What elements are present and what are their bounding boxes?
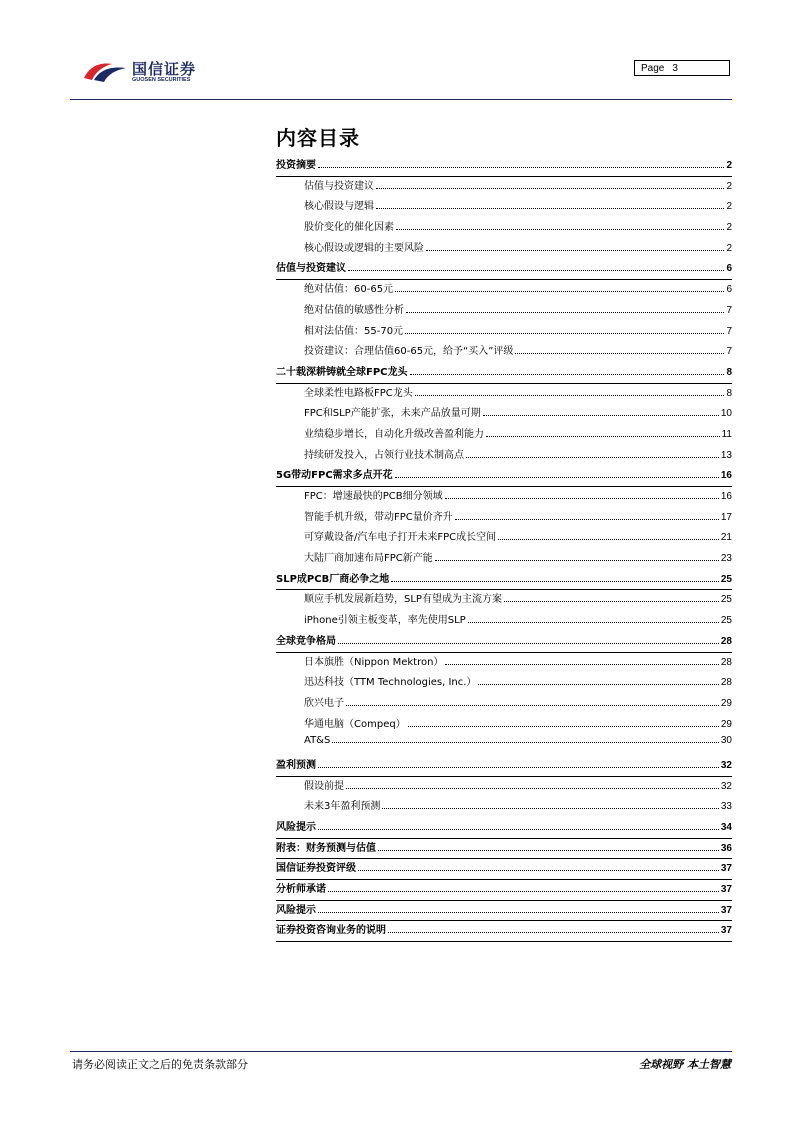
toc-entry-title: 可穿戴设备/汽车电子打开未来FPC成长空间 (304, 532, 497, 544)
toc-entry-title: 华通电脑（Compeq） (304, 718, 406, 730)
toc-entry-page: 13 (720, 449, 732, 461)
toc-entry-title: 智能手机升级，带动FPC量价齐升 (304, 511, 453, 523)
toc-entry-title: FPC：增速最快的PCB细分领域 (304, 491, 443, 502)
toc-leader-dots (376, 208, 724, 209)
toc-entry-page: 2 (726, 180, 732, 192)
toc-leader-dots (391, 581, 719, 582)
toc-subsection-entry[interactable] (276, 446, 732, 467)
toc-leader-dots (328, 891, 719, 892)
toc-entry-title: 绝对估值：60-65元 (304, 284, 394, 296)
toc-leader-dots (486, 436, 720, 437)
toc-leader-dots (478, 684, 718, 685)
toc-leader-dots (396, 229, 724, 230)
toc-entry-page: 7 (726, 325, 732, 337)
toc-leader-dots (498, 539, 719, 540)
toc-entry-page: 2 (726, 222, 732, 234)
toc-entry-title: AT&S (304, 735, 331, 747)
toc-entry-page: 30 (720, 735, 732, 747)
toc-entry-page: 32 (720, 759, 732, 771)
toc-subsection-entry[interactable] (276, 715, 732, 736)
toc-entry-title: 欣兴电子 (304, 697, 344, 709)
toc-leader-dots (318, 767, 719, 768)
page-indicator (634, 60, 730, 76)
toc-entry-title: 全球柔性电路板FPC龙头 (304, 387, 413, 399)
toc-entry-page: 29 (720, 718, 732, 730)
toc-subsection-entry[interactable] (276, 611, 732, 632)
footer-divider (70, 1051, 732, 1052)
toc-leader-dots (395, 477, 719, 478)
toc-leader-dots (435, 560, 719, 561)
toc-subsection-entry[interactable] (276, 797, 732, 818)
toc-entry-title: 盈利预测 (276, 759, 316, 771)
toc-leader-dots (318, 167, 724, 168)
toc-entry-title: 投资建议：合理估值60-65元，给予“买入”评级 (304, 346, 514, 358)
toc-section-entry[interactable] (276, 880, 732, 901)
toc-entry-page: 25 (720, 573, 732, 585)
toc-section-entry[interactable] (276, 859, 732, 880)
toc-entry-title: 分析师承诺 (276, 884, 326, 896)
logo-text-cn: 国信证券 (132, 60, 197, 78)
toc-entry-title: 估值与投资建议 (304, 180, 374, 192)
toc-leader-dots (483, 415, 719, 416)
logo-mark-icon (82, 58, 128, 84)
toc-entry-page: 6 (726, 284, 732, 296)
toc-entry-title: 股价变化的催化因素 (304, 222, 394, 234)
toc-entry-title: FPC和SLP产能扩张，未来产品放量可期 (304, 408, 481, 420)
toc-entry-page: 7 (726, 304, 732, 316)
toc-subsection-entry[interactable] (276, 777, 732, 798)
toc-subsection-entry[interactable] (276, 404, 732, 425)
toc-entry-page: 36 (720, 842, 732, 854)
toc-subsection-entry[interactable] (276, 590, 732, 611)
toc-entry-title: 估值与投资建议 (276, 263, 346, 275)
toc-subsection-entry[interactable] (276, 301, 732, 322)
toc-subsection-entry[interactable] (276, 508, 732, 529)
toc-entry-title: 持续研发投入，占领行业技术制高点 (304, 449, 464, 461)
toc-leader-dots (382, 808, 719, 809)
toc-entry-title: 全球竞争格局 (276, 635, 336, 647)
toc-entry-title: 二十载深耕铸就全球FPC龙头 (276, 366, 408, 378)
toc-entry-page: 16 (720, 491, 732, 502)
toc-leader-dots (332, 742, 719, 743)
toc-entry-page: 34 (720, 822, 732, 833)
toc-entry-title: 绝对估值的敏感性分析 (304, 304, 404, 316)
toc-entry-page: 32 (720, 780, 732, 792)
toc-entry-title: 附表：财务预测与估值 (276, 842, 376, 854)
toc-section-entry[interactable] (276, 632, 732, 653)
toc-section-entry[interactable] (276, 839, 732, 860)
footer-disclaimer: 请务必阅读正文之后的免责条款部分 (72, 1058, 248, 1071)
toc-entry-title: 假设前提 (304, 780, 344, 792)
toc-entry-page: 10 (720, 408, 732, 420)
toc-leader-dots (346, 705, 719, 706)
toc-entry-page: 37 (720, 863, 732, 875)
toc-leader-dots (504, 601, 719, 602)
toc-entry-title: SLP成PCB厂商必争之地 (276, 573, 390, 585)
toc-entry-page: 25 (720, 615, 732, 627)
toc-entry-page: 37 (720, 904, 732, 916)
header-divider (70, 99, 732, 100)
toc-entry-title: 迅达科技（TTM Technologies, Inc.） (304, 677, 477, 689)
toc-leader-dots (408, 726, 719, 727)
toc-leader-dots (468, 622, 719, 623)
toc-entry-title: 投资摘要 (276, 160, 316, 171)
toc-section-entry[interactable] (276, 363, 732, 384)
toc-leader-dots (395, 291, 724, 292)
toc-section-entry[interactable] (276, 466, 732, 487)
toc-entry-title: 未来3年盈利预测 (304, 801, 381, 813)
toc-entry-page: 11 (721, 428, 732, 440)
toc-entry-title: 5G带动FPC需求多点开花 (276, 470, 393, 482)
toc-leader-dots (515, 353, 724, 354)
toc-entry-page: 2 (726, 242, 732, 254)
toc-leader-dots (378, 850, 719, 851)
toc-subsection-entry[interactable] (276, 197, 732, 218)
toc-entry-title: 风险提示 (276, 822, 316, 833)
toc-entry-title: 核心假设或逻辑的主要风险 (304, 242, 424, 254)
toc-entry-title: 顺应手机发展新趋势，SLP有望成为主流方案 (304, 594, 502, 606)
toc-title: 内容目录 (276, 126, 360, 150)
table-of-contents (276, 156, 732, 942)
toc-leader-dots (410, 374, 725, 375)
toc-entry-page: 23 (720, 553, 732, 565)
toc-entry-page: 25 (720, 594, 732, 606)
toc-entry-title: 日本旗胜（Nippon Mektron） (304, 656, 444, 668)
toc-subsection-entry[interactable] (276, 177, 732, 198)
toc-leader-dots (358, 870, 719, 871)
toc-leader-dots (388, 932, 719, 933)
toc-subsection-entry[interactable] (276, 694, 732, 715)
toc-subsection-entry[interactable] (276, 425, 732, 446)
toc-leader-dots (405, 333, 724, 334)
toc-entry-page: 7 (726, 346, 732, 358)
toc-leader-dots (445, 498, 719, 499)
toc-section-entry[interactable] (276, 156, 732, 177)
toc-section-entry[interactable] (276, 756, 732, 777)
toc-entry-page: 17 (720, 511, 732, 523)
toc-entry-page: 6 (726, 263, 732, 275)
toc-leader-dots (318, 912, 719, 913)
footer-slogan: 全球视野 本土智慧 (639, 1058, 731, 1071)
toc-subsection-entry[interactable] (276, 653, 732, 674)
toc-entry-page: 2 (726, 201, 732, 213)
toc-leader-dots (415, 395, 725, 396)
toc-leader-dots (445, 664, 718, 665)
toc-entry-page: 2 (726, 160, 732, 171)
toc-entry-title: 国信证券投资评级 (276, 863, 356, 875)
toc-subsection-entry[interactable] (276, 528, 732, 549)
toc-entry-page: 8 (726, 366, 732, 378)
toc-subsection-entry[interactable] (276, 384, 732, 405)
toc-entry-page: 28 (720, 656, 732, 668)
toc-entry-title: 大陆厂商加速布局FPC新产能 (304, 553, 433, 565)
toc-subsection-entry[interactable] (276, 280, 732, 301)
toc-entry-page: 37 (720, 884, 732, 896)
toc-leader-dots (318, 829, 719, 830)
toc-subsection-entry[interactable] (276, 218, 732, 239)
toc-section-entry[interactable] (276, 921, 732, 942)
toc-entry-title: 核心假设与逻辑 (304, 201, 374, 213)
toc-entry-page: 33 (720, 801, 732, 813)
toc-subsection-entry[interactable] (276, 487, 732, 508)
toc-subsection-entry[interactable] (276, 239, 732, 260)
toc-entry-page: 8 (726, 387, 732, 399)
toc-section-entry[interactable] (276, 901, 732, 922)
toc-leader-dots (455, 519, 719, 520)
toc-section-entry[interactable] (276, 818, 732, 839)
toc-entry-page: 29 (720, 697, 732, 709)
toc-subsection-entry[interactable] (276, 735, 732, 756)
toc-entry-title: iPhone引领主板变革，率先使用SLP (304, 615, 466, 627)
logo-text-en: GUOSEN SECURITIES (132, 77, 191, 83)
company-logo (82, 56, 202, 88)
toc-entry-page: 21 (720, 532, 732, 544)
toc-subsection-entry[interactable] (276, 549, 732, 570)
toc-leader-dots (426, 250, 724, 251)
toc-section-entry[interactable] (276, 259, 732, 280)
toc-entry-page: 28 (720, 677, 732, 689)
page-label: Page (641, 63, 665, 74)
toc-leader-dots (466, 457, 719, 458)
toc-leader-dots (338, 643, 719, 644)
toc-entry-page: 16 (720, 470, 732, 482)
toc-entry-title: 证券投资咨询业务的说明 (276, 925, 386, 937)
toc-entry-title: 风险提示 (276, 904, 316, 916)
page-number: 3 (672, 63, 678, 74)
toc-entry-page: 37 (720, 925, 732, 937)
toc-leader-dots (346, 788, 719, 789)
toc-leader-dots (348, 270, 724, 271)
toc-subsection-entry[interactable] (276, 322, 732, 343)
toc-subsection-entry[interactable] (276, 342, 732, 363)
toc-entry-title: 业绩稳步增长，自动化升级改善盈利能力 (304, 428, 484, 440)
toc-leader-dots (406, 312, 724, 313)
toc-leader-dots (376, 188, 724, 189)
toc-subsection-entry[interactable] (276, 673, 732, 694)
toc-entry-page: 28 (720, 635, 732, 647)
toc-section-entry[interactable] (276, 570, 732, 591)
toc-entry-title: 相对法估值：55-70元 (304, 325, 404, 337)
